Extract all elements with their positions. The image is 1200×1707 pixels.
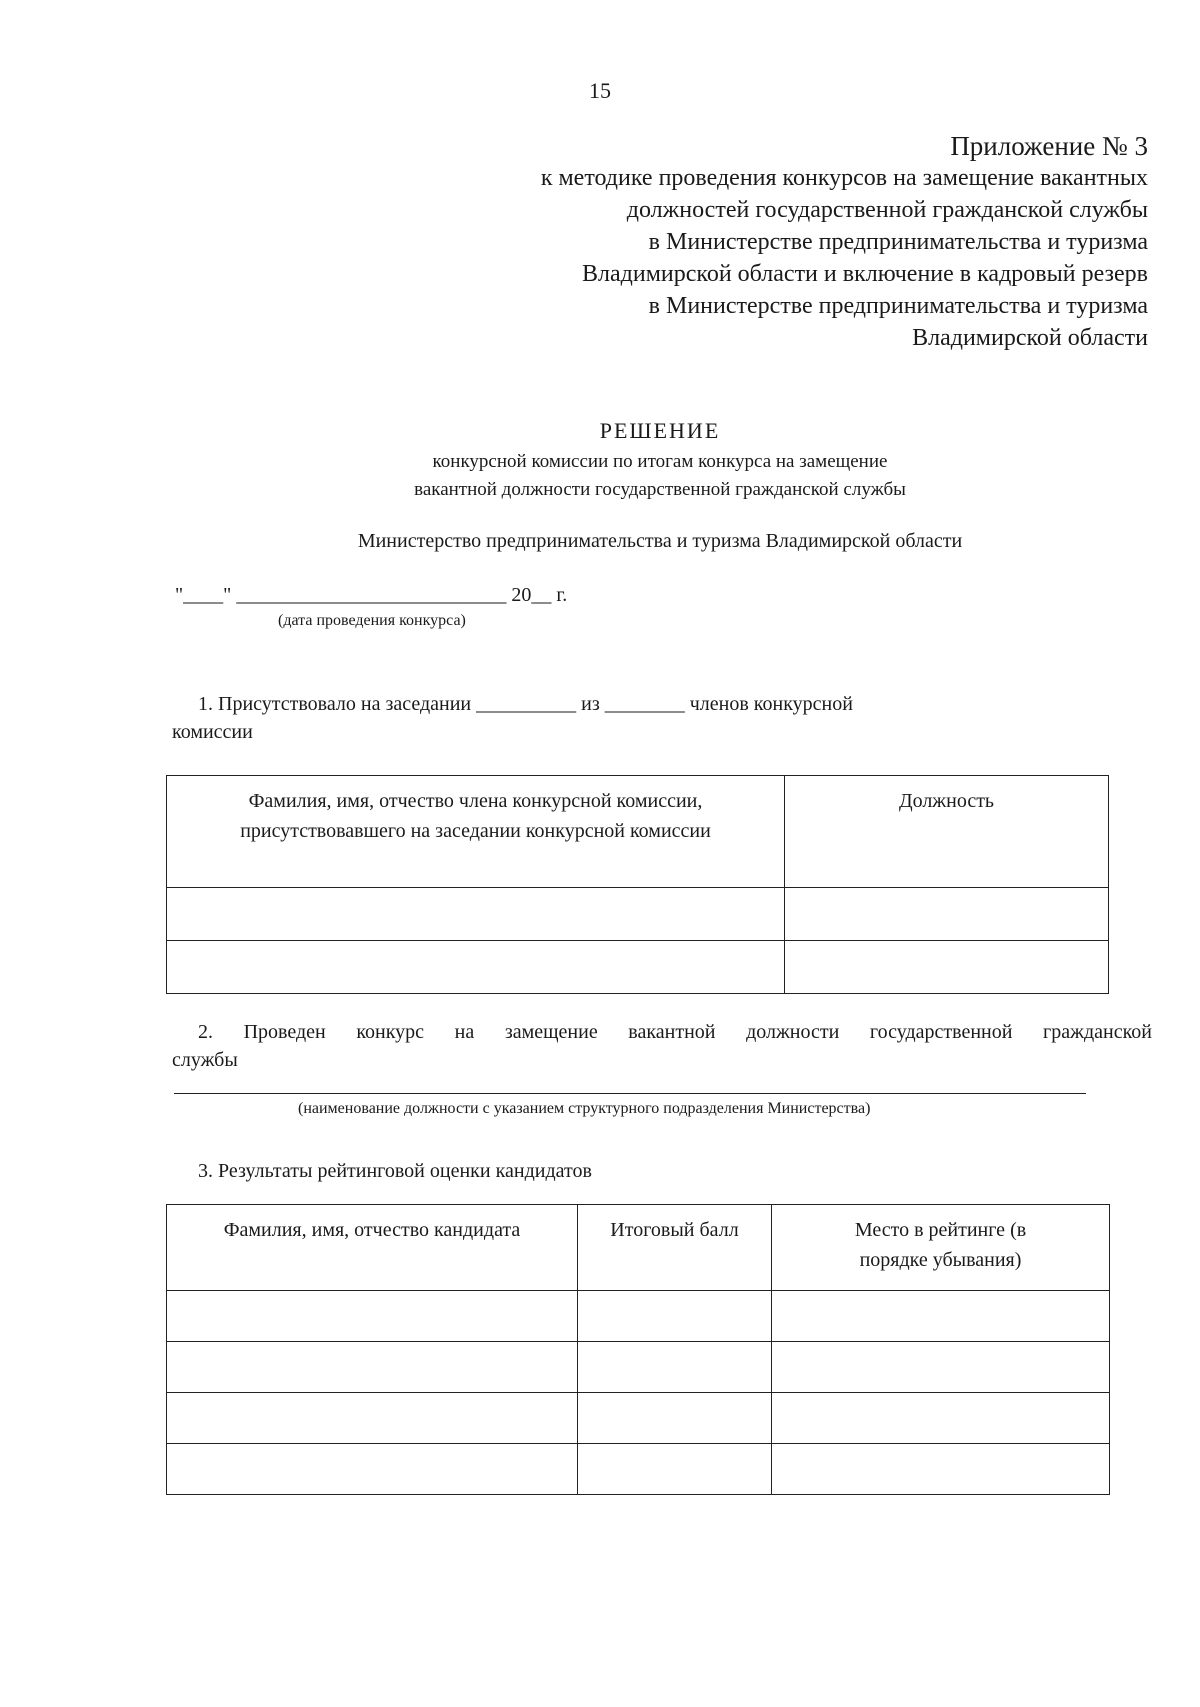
decision-subtitle-line2: вакантной должности государственной гражданской службы [414, 479, 906, 500]
table-cell[interactable] [167, 888, 785, 941]
table-cell[interactable] [167, 1444, 578, 1495]
table-row [167, 1393, 1110, 1444]
table-cell[interactable] [167, 1342, 578, 1393]
member-name-header: Фамилия, имя, отчество члена конкурсной комиссии, присутствовавшего на заседании конкурсной комиссии [167, 776, 785, 888]
table-cell[interactable] [578, 1444, 772, 1495]
table-cell[interactable] [772, 1342, 1110, 1393]
table-cell[interactable] [167, 941, 785, 994]
appendix-line: должностей государственной гражданской службы [626, 197, 1148, 223]
table-row [167, 941, 1109, 994]
appendix-line: в Министерстве предпринимательства и туризма [648, 293, 1148, 319]
appendix-title: Приложение № 3 [950, 131, 1148, 161]
attendance-line1: 1. Присутствовало на заседании __________ из ________ членов конкурсной [198, 693, 853, 715]
date-caption: (дата проведения конкурса) [278, 612, 466, 629]
contest-line1: 2. Проведен конкурс на замещение вакантной должности государственной гражданской [198, 1021, 1152, 1043]
rating-heading: 3. Результаты рейтинговой оценки кандидатов [198, 1160, 592, 1182]
table-row [167, 888, 1109, 941]
table-cell[interactable] [772, 1291, 1110, 1342]
appendix-line: к методике проведения конкурсов на замещение вакантных [540, 165, 1148, 191]
final-score-header: Итоговый балл [578, 1205, 772, 1291]
date-field: "____" ___________________________ 20__ г. [175, 584, 568, 606]
table-row [167, 1291, 1110, 1342]
appendix-line: Владимирской области и включение в кадровый резерв [582, 261, 1148, 287]
table-cell[interactable] [772, 1444, 1110, 1495]
position-name-underline[interactable] [174, 1093, 1086, 1094]
attendance-line2: комиссии [172, 721, 253, 743]
table-cell[interactable] [167, 1393, 578, 1444]
contest-line2: службы [172, 1049, 238, 1071]
table-cell[interactable] [578, 1342, 772, 1393]
appendix-line: Владимирской области [912, 325, 1148, 351]
table-row [167, 1342, 1110, 1393]
contest-paragraph [172, 1018, 1152, 1074]
table-header-row [167, 776, 1109, 888]
candidate-rating-table [166, 1204, 1110, 1495]
commission-members-table [166, 775, 1109, 994]
table-cell[interactable] [785, 888, 1109, 941]
table-cell[interactable] [578, 1393, 772, 1444]
attendance-paragraph [172, 690, 1072, 746]
member-position-header: Должность [785, 776, 1109, 888]
rating-place-header: Место в рейтинге (в порядке убывания) [772, 1205, 1110, 1291]
table-cell[interactable] [167, 1291, 578, 1342]
position-caption: (наименование должности с указанием структурного подразделения Министерства) [298, 1100, 871, 1117]
decision-subtitle [0, 448, 1200, 504]
table-cell[interactable] [772, 1393, 1110, 1444]
table-header-row [167, 1205, 1110, 1291]
appendix-line: в Министерстве предпринимательства и туризма [648, 229, 1148, 255]
decision-title: РЕШЕНИЕ [599, 418, 721, 443]
appendix-header [348, 130, 1148, 354]
table-row [167, 1444, 1110, 1495]
decision-subtitle-line1: конкурсной комиссии по итогам конкурса на замещение [432, 451, 888, 472]
candidate-name-header: Фамилия, имя, отчество кандидата [167, 1205, 578, 1291]
page-number: 15 [589, 78, 611, 103]
table-cell[interactable] [578, 1291, 772, 1342]
ministry-name: Министерство предпринимательства и туризма Владимирской области [357, 530, 963, 552]
table-cell[interactable] [785, 941, 1109, 994]
